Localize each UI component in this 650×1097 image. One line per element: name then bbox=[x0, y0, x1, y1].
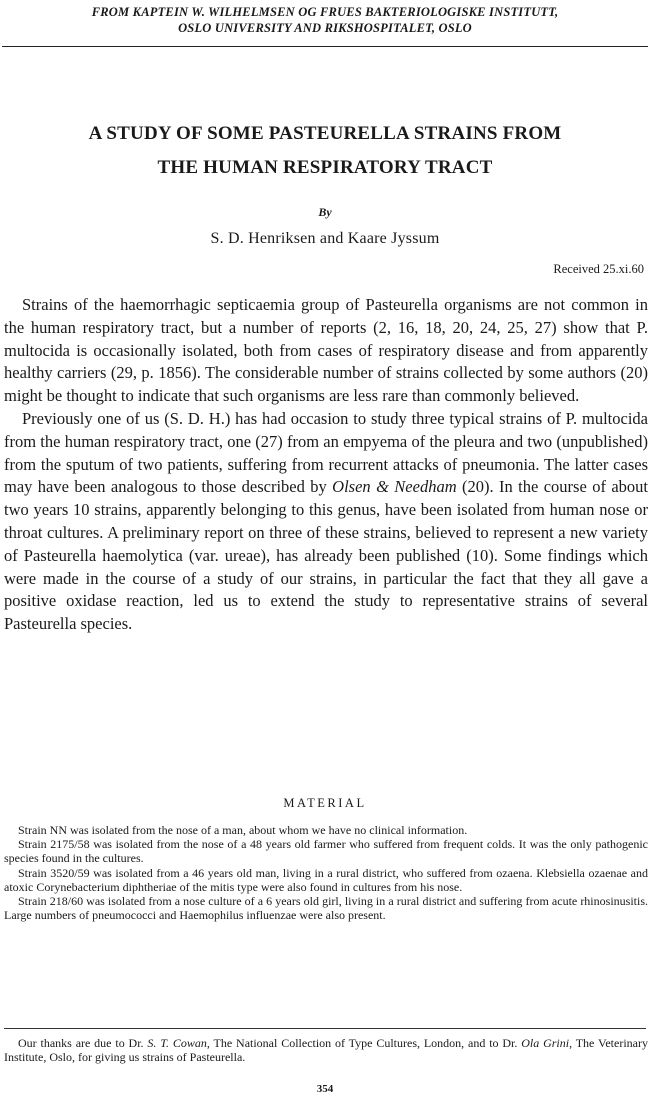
intro-paragraph-1: Strains of the haemorrhagic septicaemia group of Pasteurella organisms are not common in the human respiratory tract, but a number of reports (2, 16, 18, 20, 24, 25, 27) show that P. multocida is occasionally isolated, both from cases of respiratory disease and from apparently healthy carriers (29, p. 1856). The considerable number of strains collected by some authors (20) might be thought to indicate that such organisms are less rare than commonly believed. bbox=[4, 295, 648, 406]
author-line bbox=[0, 230, 650, 248]
article-title bbox=[0, 117, 650, 185]
page-number: 354 bbox=[316, 1083, 334, 1095]
material-paragraph: Strain 2175/58 was isolated from the nose of a 48 years old farmer who suffered from frequent colds. It was the only pathogenic species found in the cultures. bbox=[4, 837, 648, 866]
author-2: Kaare Jyssum bbox=[347, 230, 440, 247]
name-grini: Ola Grini bbox=[521, 1036, 570, 1050]
received-date: Received 25.xi.60 bbox=[553, 262, 644, 276]
author-conjunction: and bbox=[319, 230, 344, 247]
material-paragraph: Strain 3520/59 was isolated from a 46 years old man, living in a rural district, who suffered from ozaena. Klebsiella ozaenae and atoxic Corynebacterium diphtheriae of the mitis type were also found in cultures from his nose. bbox=[4, 865, 648, 894]
citation-olsen-needham: Olsen & Needham bbox=[332, 477, 457, 497]
material-heading: MATERIAL bbox=[283, 796, 367, 810]
intro-text bbox=[4, 294, 648, 636]
material-paragraph: Strain NN was isolated from the nose of a man, about whom we have no clinical information. bbox=[18, 823, 468, 837]
institution-header bbox=[0, 4, 650, 36]
author-1: S. D. Henriksen bbox=[210, 230, 316, 247]
institution-line-1: FROM KAPTEIN W. WILHELMSEN OG FRUES BAKTERIOLOGISKE INSTITUTT, bbox=[91, 5, 559, 19]
intro-paragraph-2: Previously one of us (S. D. H.) has had occasion to study three typical strains of P. multocida from the human respiratory tract, one (27) from an empyema of the pleura and two (unpublished) from the sputum of two patients, suffering from recurrent attacks of pneumonia. The latter cases may have been analogous to those described by Olsen & Needham (20). In the course of about two years 10 strains, apparently belonging to this genus, have been isolated from human nose or throat cultures. A preliminary report on three of these strains, believed to represent a new variety of Pasteurella haemolytica (var. ureae), has already been published (10). Some findings which were made in the course of a study of our strains, in particular the fact that they all gave a positive oxidase reaction, led us to extend the study to representative strains of several Pasteurella species. bbox=[4, 408, 648, 634]
acknowledgement-paragraph: Our thanks are due to Dr. S. T. Cowan, The National Collection of Type Cultures, London, and to Dr. Ola Grini, The Veterinary Institute, Oslo, for giving us strains of Pasteurella. bbox=[4, 1036, 648, 1065]
by-label: By bbox=[318, 205, 332, 219]
header-rule bbox=[2, 46, 648, 47]
name-cowan: S. T. Cowan bbox=[147, 1036, 207, 1050]
title-line-1: A STUDY OF SOME PASTEURELLA STRAINS FROM bbox=[88, 123, 562, 144]
material-paragraph: Strain 218/60 was isolated from a nose culture of a 6 years old girl, living in a rural district and suffering from acute rhinosinusitis. Large numbers of pneumococci and Haemophilus influenzae were also present. bbox=[4, 894, 648, 923]
section-rule bbox=[4, 1028, 646, 1029]
acknowledgements bbox=[4, 1036, 648, 1064]
institution-line-2: OSLO UNIVERSITY AND RIKSHOSPITALET, OSLO bbox=[178, 21, 472, 35]
title-line-2: THE HUMAN RESPIRATORY TRACT bbox=[157, 157, 493, 178]
material-section bbox=[4, 823, 648, 922]
